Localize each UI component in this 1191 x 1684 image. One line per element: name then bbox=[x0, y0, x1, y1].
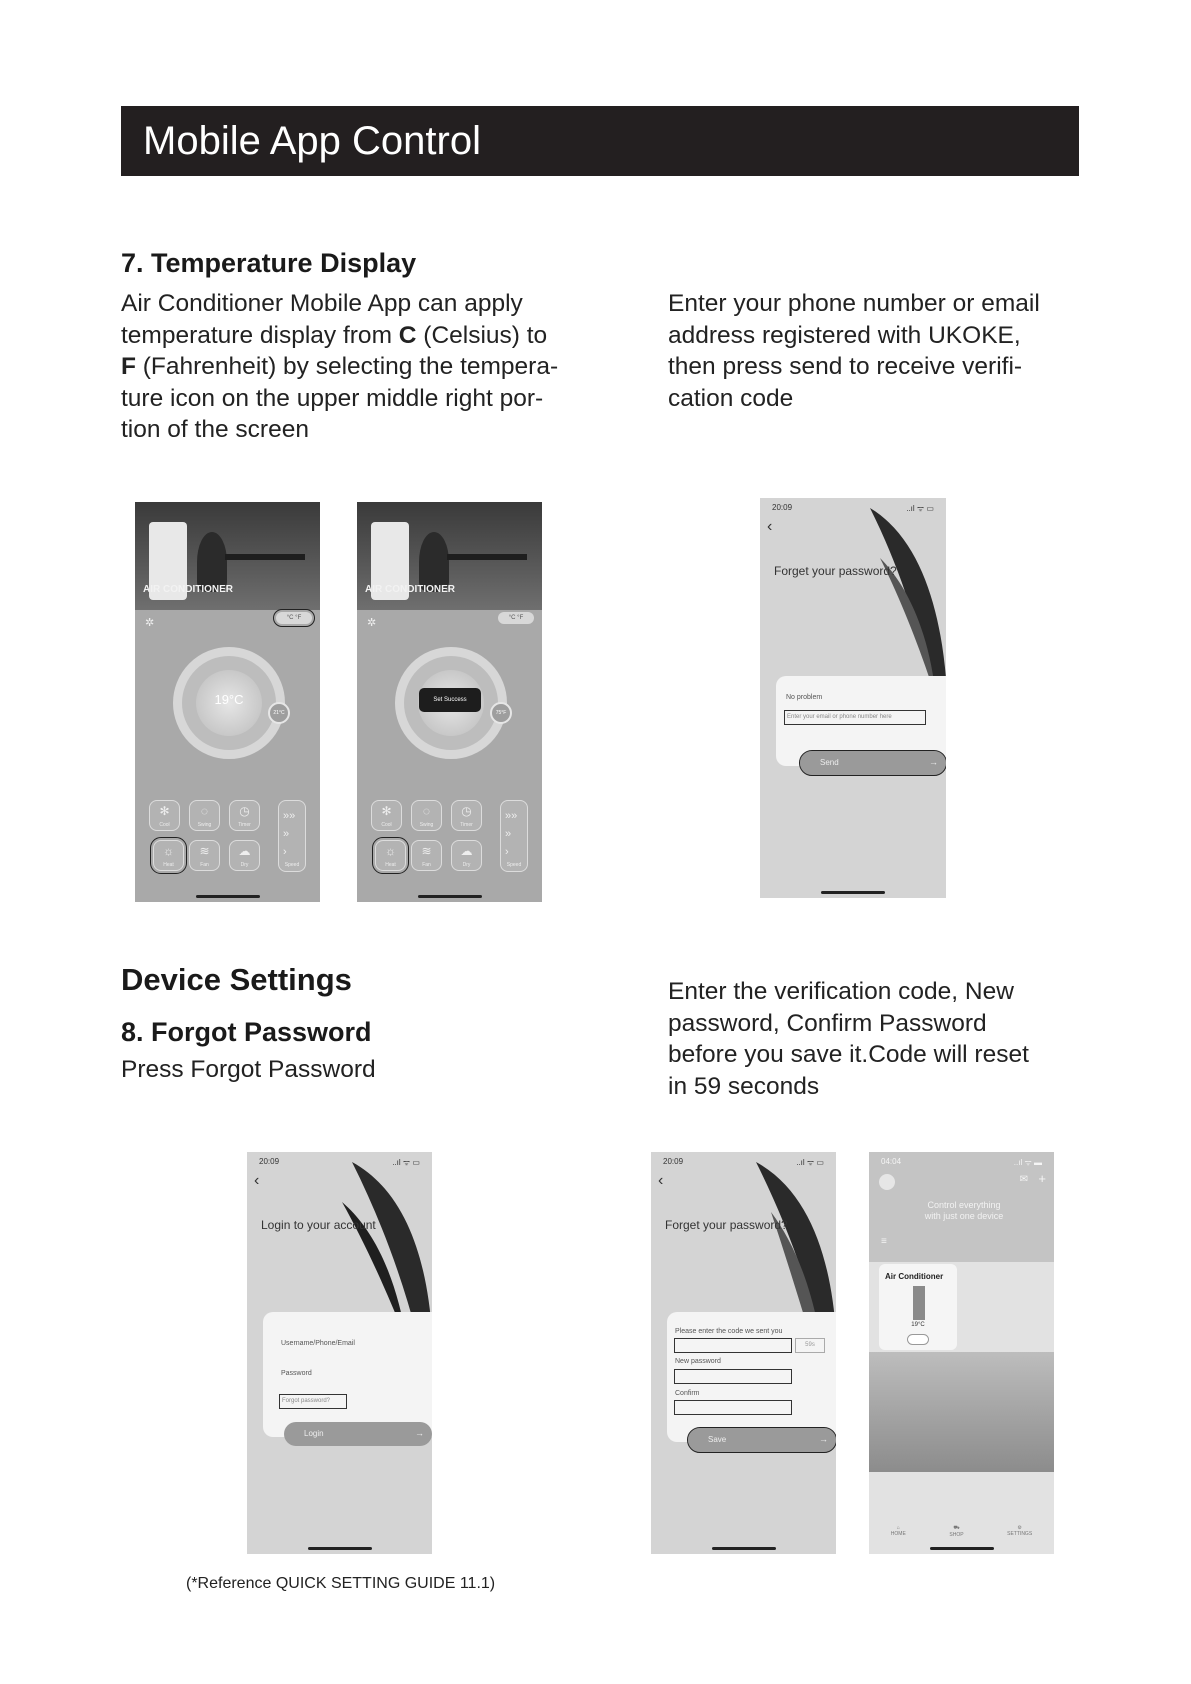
login-button[interactable]: Login → bbox=[284, 1422, 432, 1446]
swing-icon: ◌ bbox=[200, 804, 209, 818]
arrow-right-icon: → bbox=[415, 1428, 424, 1438]
sun-icon: ☼ bbox=[385, 844, 396, 858]
gear-icon[interactable]: ✲ bbox=[367, 617, 377, 629]
section-7-heading: 7. Temperature Display bbox=[121, 248, 417, 278]
home-indicator bbox=[712, 1547, 776, 1550]
mode-button-fan[interactable]: ≋ Fan bbox=[411, 840, 442, 871]
plant-background bbox=[869, 1352, 1054, 1472]
verify-code-screen bbox=[651, 1152, 836, 1554]
avatar[interactable] bbox=[879, 1174, 895, 1190]
device-card-temp: 19°C bbox=[911, 1322, 925, 1328]
screen-title: Forget your password? bbox=[665, 1218, 788, 1232]
table-silhouette bbox=[447, 554, 527, 560]
speed-control[interactable]: »» » › Speed bbox=[278, 800, 306, 872]
ac-screen-fahrenheit bbox=[357, 502, 542, 902]
gear-icon[interactable]: ✲ bbox=[145, 617, 155, 629]
status-bar: 20:09 ..ıl ᯤ ▭ bbox=[259, 1157, 420, 1167]
nav-settings[interactable]: ⚙ SETTINGS bbox=[1007, 1525, 1033, 1537]
home-indicator bbox=[418, 895, 482, 898]
section-8-body: Press Forgot Password bbox=[121, 1056, 376, 1083]
sun-icon: ☼ bbox=[163, 844, 174, 858]
login-screen bbox=[247, 1152, 432, 1554]
snowflake-icon: ✻ bbox=[159, 804, 170, 818]
forgot-password-link[interactable]: Forgot password? bbox=[279, 1394, 347, 1409]
banner-title: Mobile App Control bbox=[143, 119, 481, 163]
dry-icon: ☁ bbox=[238, 844, 251, 858]
mode-button-cool[interactable]: ✻ Cool bbox=[149, 800, 180, 831]
confirm-password-input[interactable] bbox=[674, 1400, 792, 1415]
app-name: AIR CONDITIONER bbox=[143, 584, 233, 595]
username-field[interactable]: Username/Phone/Email bbox=[281, 1340, 355, 1347]
swing-icon: ◌ bbox=[422, 804, 431, 818]
temperature-unit-toggle[interactable]: °C °F bbox=[276, 612, 312, 624]
new-password-input[interactable] bbox=[674, 1369, 792, 1384]
temperature-value: 19°C bbox=[214, 692, 244, 707]
mode-button-swing[interactable]: ◌ Swing bbox=[189, 800, 220, 831]
arrow-right-icon: → bbox=[929, 757, 938, 767]
table-silhouette bbox=[225, 554, 305, 560]
set-success-toast: Set Success bbox=[419, 688, 481, 712]
save-button[interactable]: Save → bbox=[688, 1428, 836, 1452]
password-field[interactable]: Password bbox=[281, 1370, 312, 1377]
settings-icon: ⚙ bbox=[1017, 1525, 1022, 1531]
login-card bbox=[263, 1312, 432, 1437]
code-label: Please enter the code we sent you bbox=[675, 1328, 783, 1335]
temperature-dial[interactable] bbox=[173, 647, 285, 759]
back-arrow-icon[interactable]: ‹ bbox=[254, 1172, 260, 1189]
code-input[interactable] bbox=[674, 1338, 792, 1353]
status-bar: 04:04 ..ıl ᯤ ▬ bbox=[881, 1157, 1042, 1167]
home-indicator bbox=[308, 1547, 372, 1550]
dial-knob[interactable]: 21°C bbox=[268, 702, 290, 724]
mode-button-swing[interactable]: ◌ Swing bbox=[411, 800, 442, 831]
resend-timer[interactable]: 59s bbox=[795, 1338, 825, 1353]
mode-button-fan[interactable]: ≋ Fan bbox=[189, 840, 220, 871]
home-indicator bbox=[196, 895, 260, 898]
menu-icon[interactable]: ≡ bbox=[881, 1236, 887, 1247]
add-icon[interactable]: + bbox=[1038, 1171, 1046, 1186]
device-card-title: Air Conditioner bbox=[885, 1272, 944, 1281]
fan-icon: ≋ bbox=[421, 844, 432, 858]
section-7-body: Air Conditioner Mobile App can apply temperature display from C (Celsius) to F (Fahrenheit) by selecting the tempera- ture icon on the upper middle right por- tion of the screen bbox=[121, 290, 559, 443]
tagline: Control everything with just one device bbox=[924, 1200, 1004, 1221]
mode-button-dry[interactable]: ☁ Dry bbox=[451, 840, 482, 871]
home-icon: ⌂ bbox=[896, 1525, 900, 1531]
plant-silhouette bbox=[197, 532, 227, 592]
nav-shop[interactable]: ⛟ SHOP bbox=[949, 1525, 964, 1538]
mode-button-heat[interactable]: ☼ Heat bbox=[375, 840, 406, 871]
mail-icon[interactable]: ✉ bbox=[1019, 1174, 1028, 1185]
card-label: No problem bbox=[786, 694, 823, 701]
device-settings-heading: Device Settings bbox=[121, 962, 352, 997]
arrow-right-icon: → bbox=[819, 1434, 828, 1444]
verify-card bbox=[667, 1312, 836, 1442]
forgot-password-screen bbox=[760, 498, 946, 898]
clock-icon: ◷ bbox=[461, 804, 472, 818]
status-bar: 20:09 ..ıl ᯤ ▭ bbox=[772, 503, 934, 513]
back-arrow-icon[interactable]: ‹ bbox=[658, 1172, 664, 1189]
mode-button-cool[interactable]: ✻ Cool bbox=[371, 800, 402, 831]
dry-icon: ☁ bbox=[460, 844, 473, 858]
new-password-label: New password bbox=[675, 1358, 721, 1365]
plant-silhouette bbox=[419, 532, 449, 592]
section-8-heading: 8. Forgot Password bbox=[121, 1017, 372, 1047]
air-conditioner-icon bbox=[913, 1286, 925, 1320]
speed-control[interactable]: »» » › Speed bbox=[500, 800, 528, 872]
screen-title: Login to your account bbox=[261, 1218, 376, 1232]
temperature-unit-toggle[interactable]: °C °F bbox=[498, 612, 534, 624]
device-card-air-conditioner[interactable] bbox=[879, 1264, 957, 1350]
back-arrow-icon[interactable]: ‹ bbox=[767, 518, 773, 535]
ac-screen-celsius bbox=[135, 502, 320, 902]
dial-knob[interactable]: 75°F bbox=[490, 702, 512, 724]
speed-icon: »» » › bbox=[283, 810, 296, 858]
mode-button-timer[interactable]: ◷ Timer bbox=[451, 800, 482, 831]
email-phone-input[interactable]: Enter your email or phone number here bbox=[784, 710, 926, 725]
dashboard-screen bbox=[869, 1152, 1054, 1554]
screen-title: Forget your password? bbox=[774, 564, 897, 578]
snowflake-icon: ✻ bbox=[381, 804, 392, 818]
power-toggle[interactable] bbox=[907, 1334, 929, 1345]
bottom-navigation bbox=[869, 1525, 1054, 1538]
fan-icon: ≋ bbox=[199, 844, 210, 858]
clock-icon: ◷ bbox=[239, 804, 250, 818]
reference-footnote: (*Reference QUICK SETTING GUIDE 11.1) bbox=[186, 1575, 496, 1592]
mode-button-heat[interactable]: ☼ Heat bbox=[153, 840, 184, 871]
app-name: AIR CONDITIONER bbox=[365, 584, 455, 595]
speed-icon: »» » › bbox=[505, 810, 518, 858]
send-button[interactable]: Send → bbox=[800, 751, 946, 775]
nav-home[interactable]: ⌂ HOME bbox=[890, 1525, 906, 1537]
status-bar: 20:09 ..ıl ᯤ ▭ bbox=[663, 1157, 824, 1167]
forgot-intro-text: Enter your phone number or email address registered with UKOKE, then press send to receive verifi- cation code bbox=[668, 290, 1040, 412]
home-indicator bbox=[930, 1547, 994, 1550]
mode-button-timer[interactable]: ◷ Timer bbox=[229, 800, 260, 831]
cart-icon: ⛟ bbox=[953, 1525, 960, 1531]
verify-intro-text: Enter the verification code, New password, Confirm Password before you save it.Code will reset in 59 seconds bbox=[668, 978, 1029, 1100]
page-banner bbox=[121, 106, 1079, 176]
home-indicator bbox=[821, 891, 885, 894]
dial-center bbox=[196, 670, 262, 736]
confirm-label: Confirm bbox=[675, 1390, 700, 1397]
mode-button-dry[interactable]: ☁ Dry bbox=[229, 840, 260, 871]
